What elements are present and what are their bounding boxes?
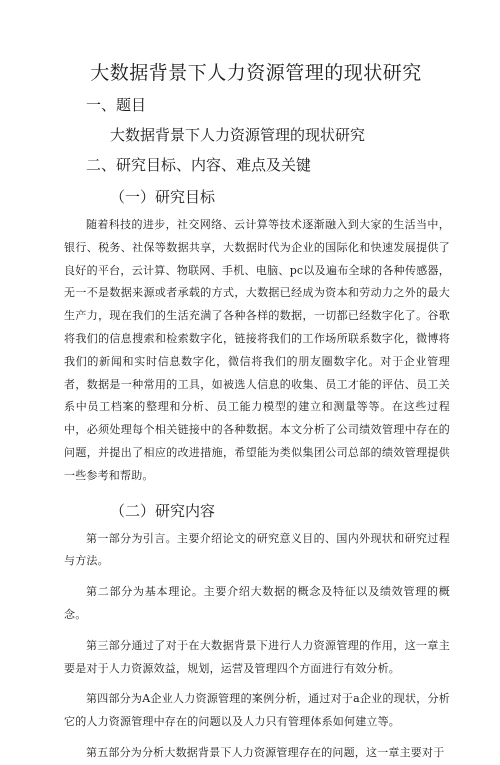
document-title: 大数据背景下人力资源管理的现状研究 bbox=[90, 62, 422, 84]
content-paragraph-2: 第二部分为基本理论。主要介绍大数据的概念及特征以及绩效管理的概念。 bbox=[64, 585, 450, 621]
research-content-block bbox=[64, 528, 450, 765]
subheading-research-content: （二）研究内容 bbox=[110, 501, 216, 520]
content-paragraph-4: 第四部分为A企业人力资源管理的案例分析，通过对于a企业的现状，分析它的人力资源管理中存在的问题以及人力只有管理体系如何建立等。 bbox=[64, 692, 450, 729]
content-paragraph-3: 第三部分通过了对于在大数据背景下进行人力资源管理的作用，这一章主要是对于人力资源效益，规划，运营及管理四个方面进行有效分析。 bbox=[64, 638, 450, 675]
subheading-research-goal: （一）研究目标 bbox=[110, 188, 216, 206]
content-paragraph-1: 第一部分为引言。主要介绍论文的研究意义目的、国内外现状和研究过程与方法。 bbox=[64, 531, 450, 568]
section-heading-goals-content: 二、研究目标、内容、难点及关键 bbox=[86, 156, 312, 174]
section-heading-topic: 一、题目 bbox=[86, 96, 147, 114]
topic-text: 大数据背景下人力资源管理的现状研究 bbox=[110, 126, 366, 144]
research-goal-paragraph: 随着科技的进步，社交网络、云计算等技术逐渐融入到大家的生活当中，银行、税务、社保等数据共享，大数据时代为企业的国际化和快速发展提供了良好的平台，云计算、物联网、手机、电脑、pc以及遍布全球的各种传感器，无一不是数据来源或者承载的方式，大数据已经成为资本和劳动力之外的最大生产力，现在我们的生活充满了各种各样的数据，一切都已经数字化了。谷歌将我们的信息搜索和检索数字化，链接将我们的工作场所联系数字化，微博将我们的新闻和实时信息数字化，微信将我们的朋友圈数字化。对于企业管理者，数据是一种常用的工具，如被选人信息的收集、员工才能的评估、员工关系中员工档案的整理和分析、员工能力模型的建立和测量等等。在这些过程中，必须处理每个相关链接中的各种数据。本文分析了公司绩效管理中存在的问题，并提出了相应的改进措施，希望能为类似集团公司总部的绩效管理提供一些参考和帮助。 bbox=[64, 218, 450, 482]
research-goal-block bbox=[64, 214, 450, 488]
content-paragraph-5: 第五部分为分析大数据背景下人力资源管理存在的问题，这一章主要对于 bbox=[86, 745, 445, 759]
